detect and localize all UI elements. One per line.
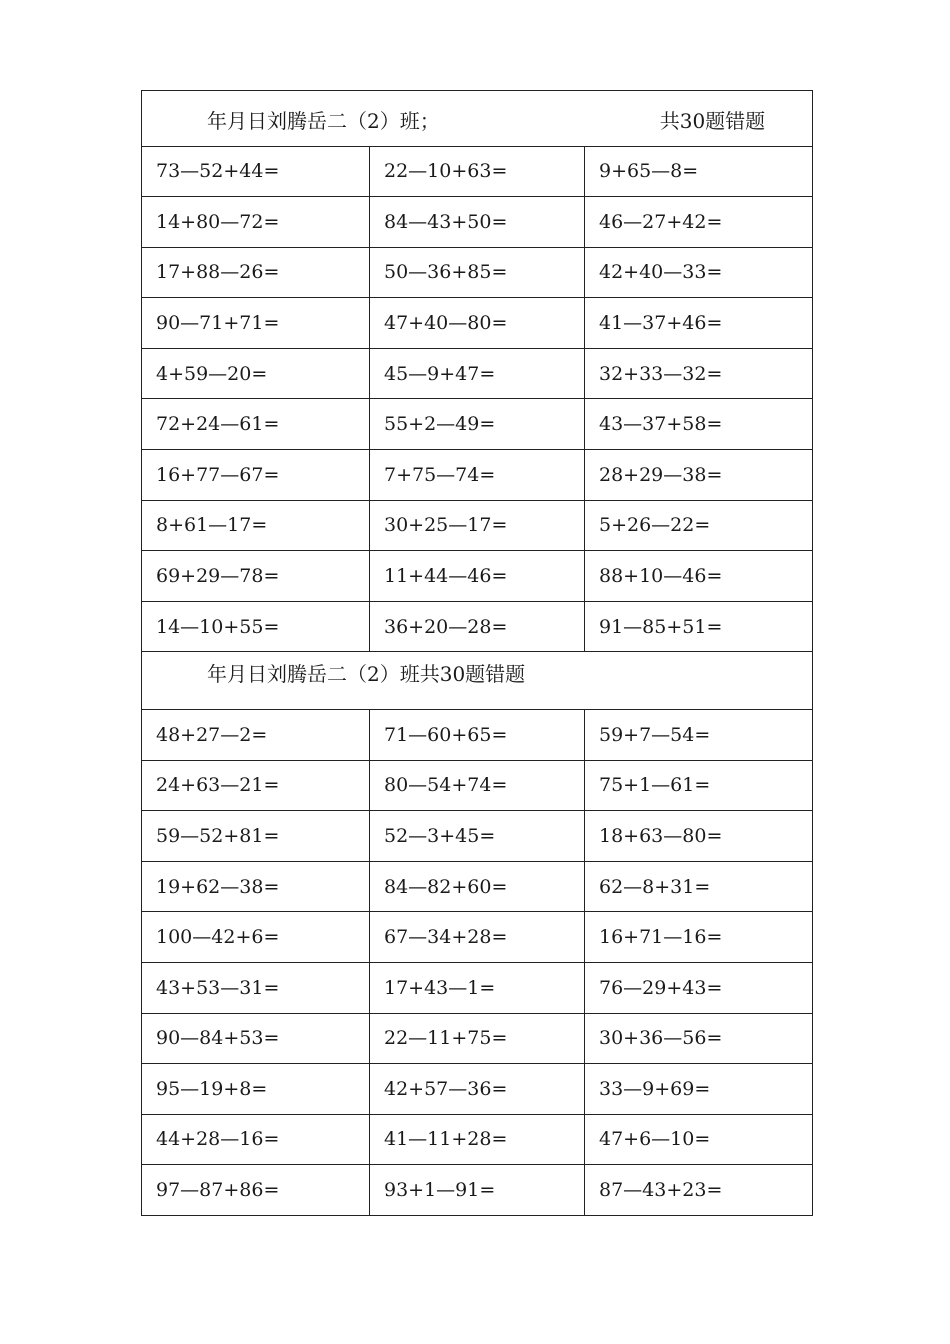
problem-cell: 48+27—2= [142,709,370,760]
problem-cell: 55+2—49= [370,399,585,450]
section-header [142,652,813,710]
problem-row [142,399,813,450]
problem-cell: 71—60+65= [370,709,585,760]
problem-cell: 43—37+58= [585,399,813,450]
problem-cell: 47+40—80= [370,298,585,349]
section-header-cell [142,652,813,710]
section-header [142,91,813,147]
problem-cell: 45—9+47= [370,348,585,399]
problem-row [142,298,813,349]
problem-cell: 5+26—22= [585,500,813,551]
problem-cell: 11+44—46= [370,551,585,602]
problem-cell: 84—82+60= [370,861,585,912]
problem-cell: 67—34+28= [370,912,585,963]
problem-cell: 42+57—36= [370,1064,585,1115]
problem-row [142,247,813,298]
problem-cell: 59+7—54= [585,709,813,760]
section-header-cell [142,91,813,147]
problem-cell: 52—3+45= [370,811,585,862]
header-total: 共30题错题 [659,109,766,133]
problem-cell: 93+1—91= [370,1165,585,1216]
problem-cell: 8+61—17= [142,500,370,551]
worksheet-table [141,90,813,1216]
problem-cell: 9+65—8= [585,146,813,197]
problem-cell: 16+71—16= [585,912,813,963]
problem-row [142,450,813,501]
problem-row [142,197,813,248]
problem-cell: 84—43+50= [370,197,585,248]
problem-cell: 33—9+69= [585,1064,813,1115]
problem-cell: 91—85+51= [585,601,813,652]
problem-cell: 46—27+42= [585,197,813,248]
problem-row [142,912,813,963]
problem-cell: 90—71+71= [142,298,370,349]
problem-row [142,1064,813,1115]
problem-row [142,861,813,912]
problem-cell: 87—43+23= [585,1165,813,1216]
problem-cell: 28+29—38= [585,450,813,501]
problem-row [142,760,813,811]
problem-row [142,1013,813,1064]
problem-cell: 69+29—78= [142,551,370,602]
problem-cell: 95—19+8= [142,1064,370,1115]
problem-row [142,500,813,551]
problem-cell: 22—11+75= [370,1013,585,1064]
header-name: 年月日刘腾岳二（2）班共30题错题 [207,662,526,687]
problem-row [142,1165,813,1216]
problem-cell: 17+43—1= [370,962,585,1013]
problem-cell: 30+36—56= [585,1013,813,1064]
problem-cell: 14—10+55= [142,601,370,652]
problem-cell: 14+80—72= [142,197,370,248]
problem-cell: 32+33—32= [585,348,813,399]
problem-cell: 88+10—46= [585,551,813,602]
problem-cell: 22—10+63= [370,146,585,197]
problem-cell: 72+24—61= [142,399,370,450]
problem-row [142,601,813,652]
problem-cell: 44+28—16= [142,1114,370,1165]
problem-cell: 76—29+43= [585,962,813,1013]
problem-cell: 24+63—21= [142,760,370,811]
problem-cell: 73—52+44= [142,146,370,197]
problem-cell: 50—36+85= [370,247,585,298]
problem-cell: 41—11+28= [370,1114,585,1165]
problem-cell: 100—42+6= [142,912,370,963]
problem-cell: 4+59—20= [142,348,370,399]
problem-cell: 36+20—28= [370,601,585,652]
problem-row [142,1114,813,1165]
problem-cell: 80—54+74= [370,760,585,811]
problem-row [142,348,813,399]
problem-row [142,709,813,760]
problem-row [142,551,813,602]
problem-cell: 59—52+81= [142,811,370,862]
problem-row [142,962,813,1013]
problem-cell: 75+1—61= [585,760,813,811]
problem-row [142,146,813,197]
problem-cell: 19+62—38= [142,861,370,912]
problem-cell: 30+25—17= [370,500,585,551]
header-name: 年月日刘腾岳二（2）班； [207,109,440,133]
problem-row [142,811,813,862]
problem-cell: 97—87+86= [142,1165,370,1216]
problem-cell: 41—37+46= [585,298,813,349]
problem-cell: 43+53—31= [142,962,370,1013]
problem-cell: 47+6—10= [585,1114,813,1165]
problem-cell: 90—84+53= [142,1013,370,1064]
problem-cell: 17+88—26= [142,247,370,298]
problem-cell: 16+77—67= [142,450,370,501]
problem-cell: 7+75—74= [370,450,585,501]
problem-cell: 18+63—80= [585,811,813,862]
problem-cell: 62—8+31= [585,861,813,912]
problem-cell: 42+40—33= [585,247,813,298]
worksheet-body [142,91,813,1216]
